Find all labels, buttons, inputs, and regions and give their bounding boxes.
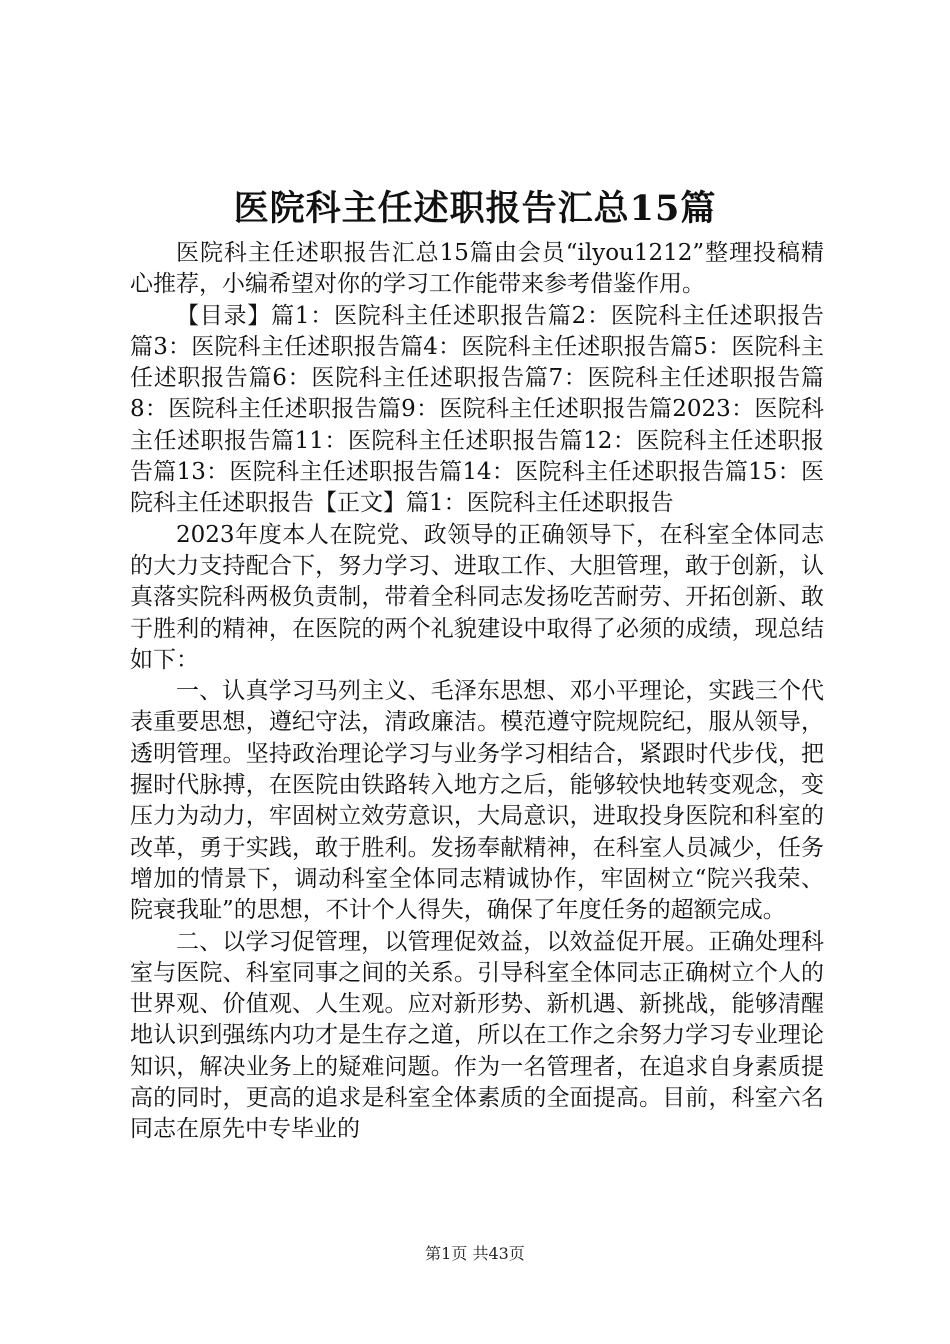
body-paragraph-section-1: 一、认真学习马列主义、毛泽东思想、邓小平理论，实践三个代表重要思想，遵纪守法，清政廉洁。模范遵守院规院纪，服从领导，透明管理。坚持政治理论学习与业务学习相结合，紧跟时代步伐，把握时代脉搏，在医院由铁路转入地方之后，能够较快地转变观念，变压力为动力，牢固树立效劳意识，大局意识，进取投身医院和科室的改革，勇于实践，敢于胜利。发扬奉献精神，在科室人员减少，任务增加的情景下，调动科室全体同志精诚协作，牢固树立“院兴我荣、院衰我耻”的思想，不计个人得失，确保了年度任务的超额完成。 [130, 678, 824, 924]
page-number-footer: 第1页 共43页 [425, 1244, 525, 1263]
body-paragraph-section-2: 二、以学习促管理，以管理促效益，以效益促开展。正确处理科室与医院、科室同事之间的关系。引导科室全体同志正确树立个人的世界观、价值观、人生观。应对新形势、新机遇、新挑战，能够清醒地认识到强练内功才是生存之道，所以在工作之余努力学习专业理论知识，解决业务上的疑难问题。作为一名管理者，在追求自身素质提高的同时，更高的追求是科室全体素质的全面提高。目前，科室六名同志在原先中专毕业的 [130, 928, 824, 1143]
table-of-contents-paragraph: 【目录】篇1：医院科主任述职报告篇2：医院科主任述职报告篇3：医院科主任述职报告篇4：医院科主任述职报告篇5：医院科主任述职报告篇6：医院科主任述职报告篇7：医院科主任述职报告篇8：医院科主任述职报告篇9：医院科主任述职报告篇2023：医院科主任述职报告篇11：医院科主任述职报告篇12：医院科主任述职报告篇13：医院科主任述职报告篇14：医院科主任述职报告篇15：医院科主任述职报告【正文】篇1：医院科主任述职报告 [130, 302, 824, 517]
intro-paragraph: 医院科主任述职报告汇总15篇由会员“ilyou1212”整理投稿精心推荐，小编希望对你的学习工作能带来参考借鉴作用。 [130, 240, 824, 298]
body-paragraph-summary: 2023年度本人在院党、政领导的正确领导下，在科室全体同志的大力支持配合下，努力学习、进取工作、大胆管理，敢于创新，认真落实院科两极负责制，带着全科同志发扬吃苦耐劳、开拓创新、敢于胜利的精神，在医院的两个礼貌建设中取得了必须的成绩，现总结如下： [130, 521, 824, 673]
document-body [130, 238, 824, 1146]
document-title: 医院科主任述职报告汇总15篇 [233, 188, 717, 229]
